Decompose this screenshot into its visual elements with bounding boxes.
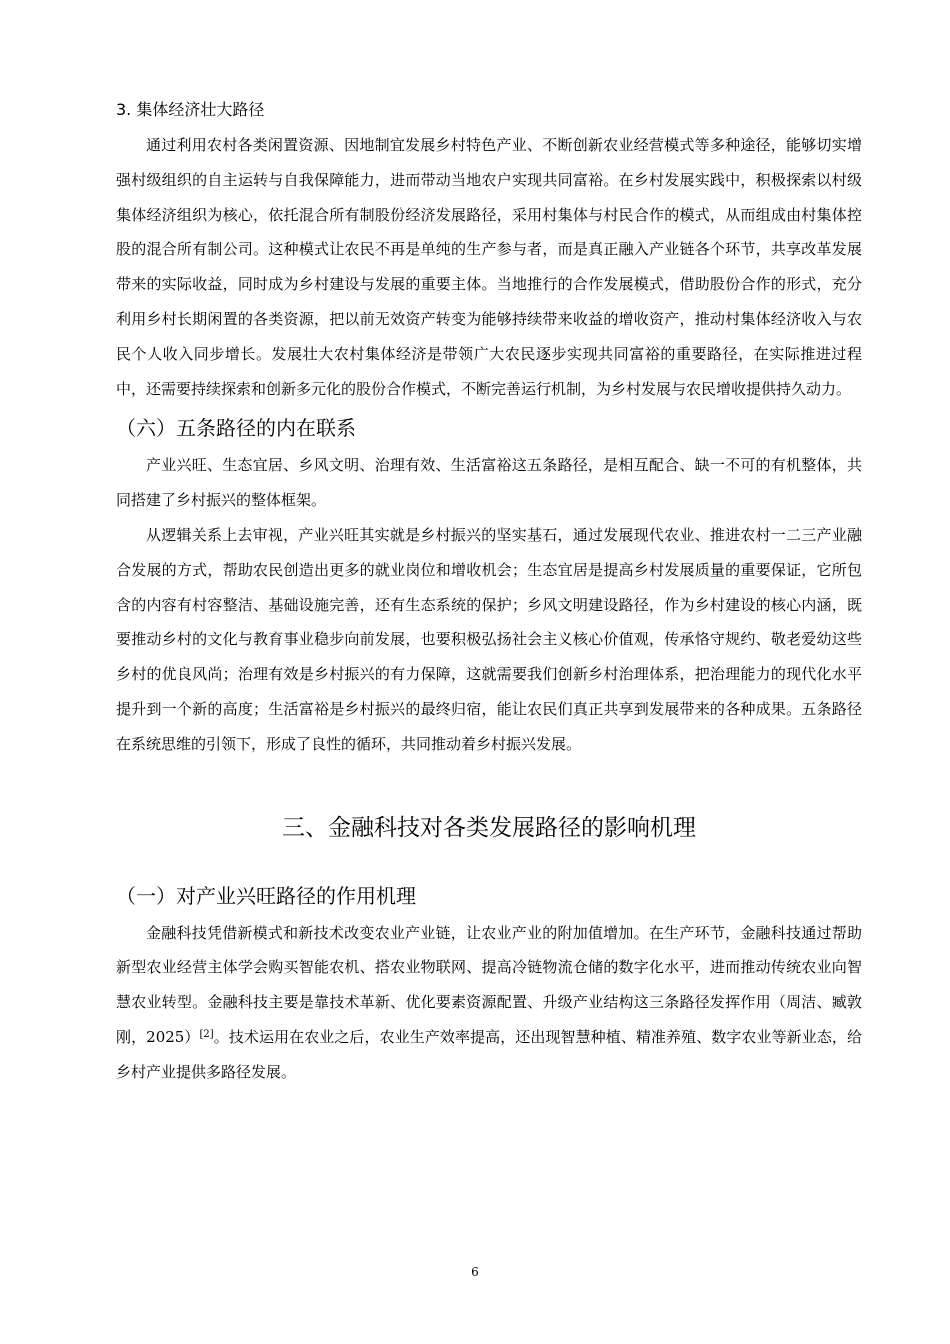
citation-reference[interactable]: [2] [199, 1028, 214, 1040]
paragraph-industry-prosperity [116, 916, 862, 1090]
page-number: 6 [471, 1265, 479, 1279]
page-body [116, 97, 862, 1090]
paragraph-five-paths-logic: 从逻辑关系上去审视，产业兴旺其实就是乡村振兴的坚实基石，通过发展现代农业、推进农村一二三产业融合发展的方式，帮助农民创造出更多的就业岗位和增收机会；生态宜居是提高乡村发展质量的重要保证，它所包含的内容有村容整洁、基础设施完善，还有生态系统的保护；乡风文明建设路径，作为乡村建设的核心内涵，既要推动乡村的文化与教育事业稳步向前发展，也要积极弘扬社会主义核心价值观，传承恪守规约、敬老爱幼这些乡村的优良风尚；治理有效是乡村振兴的有力保障，这就需要我们创新乡村治理体系，把治理能力的现代化水平提升到一个新的高度；生活富裕是乡村振兴的最终归宿，能让农民们真正共享到发展带来的各种成果。五条路径在系统思维的引领下，形成了良性的循环，共同推动着乡村振兴发展。 [116, 525, 862, 753]
subsection-heading-collective-economy: 3. 集体经济壮大路径 [116, 100, 265, 119]
paragraph-text-part-2: 。技术运用在农业之后，农业生产效率提高，还出现智慧种植、精准养殖、数字农业等新业态，给乡村产业提供多路径发展。 [116, 1027, 862, 1081]
section-heading-five-paths-relation: （六）五条路径的内在联系 [116, 416, 356, 441]
chapter-heading-fintech-mechanism: 三、金融科技对各类发展路径的影响机理 [282, 814, 696, 841]
section-heading-industry-prosperity: （一）对产业兴旺路径的作用机理 [116, 883, 416, 908]
paragraph-text-part-1: 金融科技凭借新模式和新技术改变农业产业链，让农业产业的附加值增加。在生产环节，金融科技通过帮助新型农业经营主体学会购买智能农机、搭农业物联网、提高冷链物流仓储的数字化水平，进而推动传统农业向智慧农业转型。金融科技主要是靠技术革新、优化要素资源配置、升级产业结构这三条路径发挥作用（周洁、臧敦刚，2025） [116, 923, 862, 1046]
paragraph-collective-economy: 通过利用农村各类闲置资源、因地制宜发展乡村特色产业、不断创新农业经营模式等多种途径，能够切实增强村级组织的自主运转与自我保障能力，进而带动当地农户实现共同富裕。在乡村发展实践中，积极探索以村级集体经济组织为核心，依托混合所有制股份经济发展路径，采用村集体与村民合作的模式，从而组成由村集体控股的混合所有制公司。这种模式让农民不再是单纯的生产参与者，而是真正融入产业链各个环节，共享改革发展带来的实际收益，同时成为乡村建设与发展的重要主体。当地推行的合作发展模式，借助股份合作的形式，充分利用乡村长期闲置的各类资源，把以前无效资产转变为能够持续带来收益的增收资产，推动村集体经济收入与农民个人收入同步增长。发展壮大农村集体经济是带领广大农民逐步实现共同富裕的重要路径，在实际推进过程中，还需要持续探索和创新多元化的股份合作模式，不断完善运行机制，为乡村发展与农民增收提供持久动力。 [116, 136, 862, 398]
paragraph-five-paths-intro: 产业兴旺、生态宜居、乡风文明、治理有效、生活富裕这五条路径，是相互配合、缺一不可的有机整体，共同搭建了乡村振兴的整体框架。 [116, 456, 862, 510]
